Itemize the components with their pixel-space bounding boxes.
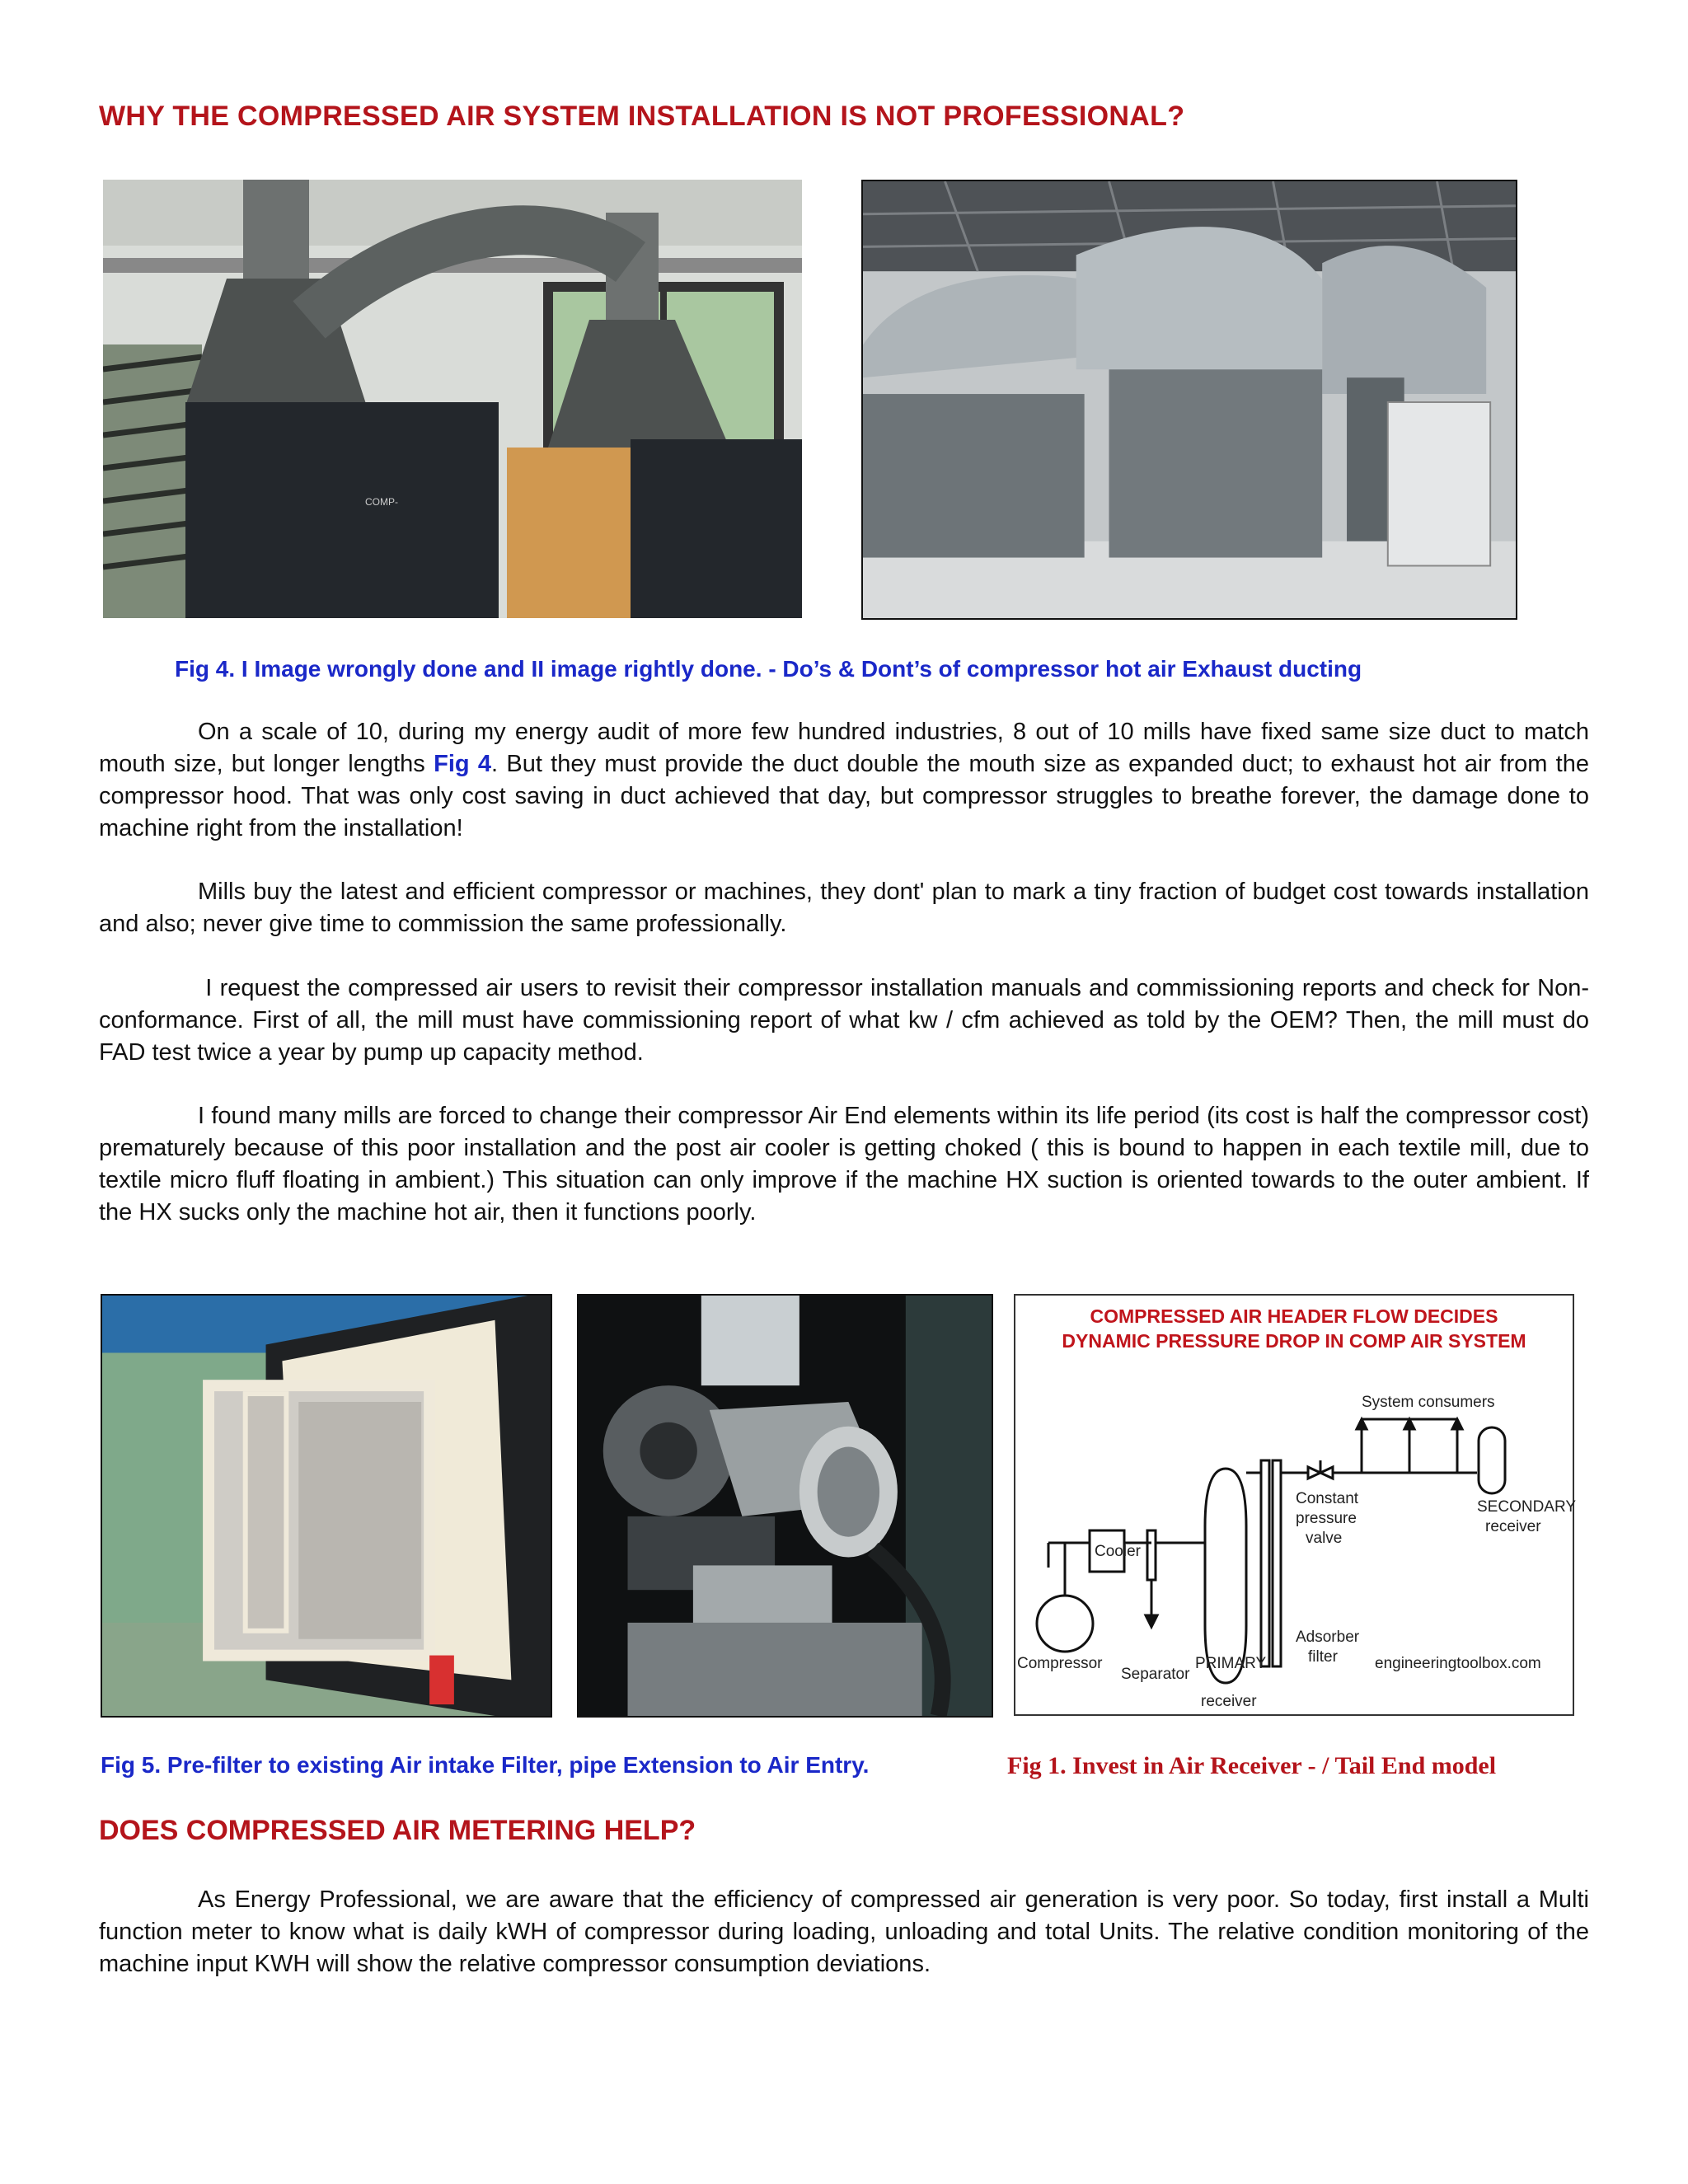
label-primary: PRIMARY — [1195, 1655, 1267, 1672]
paragraph-2-text: Mills buy the latest and efficient compressor or machines, they dont' plan to mark a tiny fraction of budget cost towards installation and also; never give time to commission the same professionally. — [99, 879, 1589, 937]
paragraph-2 — [99, 876, 1589, 940]
label-primary-receiver: receiver — [1201, 1693, 1257, 1710]
label-constant: Constant — [1296, 1490, 1359, 1507]
diagram-title-line-2: DYNAMIC PRESSURE DROP IN COMP AIR SYSTEM — [1062, 1330, 1526, 1352]
section-heading-installation: WHY THE COMPRESSED AIR SYSTEM INSTALLATION IS NOT PROFESSIONAL? — [99, 101, 1185, 132]
paragraph-5-text: As Energy Professional, we are aware that the efficiency of compressed air generation is very poor. So today, first install a Multi function meter to know what is daily kWH of compressor during loading, unloading and total Units. The relative condition monitoring of the machine input KWH will show the relative compressor consumption deviations. — [99, 1886, 1589, 1977]
adsorber-filter-right — [1273, 1460, 1281, 1666]
label-compressor: Compressor — [1017, 1655, 1103, 1672]
secondary-receiver-symbol — [1479, 1427, 1505, 1493]
paragraph-4 — [99, 1100, 1589, 1229]
comp-label: COMP- — [365, 496, 398, 508]
label-valve: valve — [1306, 1530, 1343, 1547]
label-pressure: pressure — [1296, 1510, 1357, 1527]
diagram-drawing — [1015, 1296, 1576, 1718]
compressor-symbol — [1037, 1596, 1093, 1652]
primary-receiver-symbol — [1205, 1469, 1246, 1683]
label-separator: Separator — [1121, 1666, 1190, 1683]
diagram-title-line-1: COMPRESSED AIR HEADER FLOW DECIDES — [1090, 1305, 1498, 1327]
fig4-caption: Fig 4. I Image wrongly done and II image rightly done. - Do’s & Dont’s of compressor hot air Exhaust ducting — [175, 656, 1362, 682]
photo-wrong-ducting — [103, 180, 802, 618]
label-system-consumers: System consumers — [1362, 1394, 1495, 1411]
photo-prefilter — [101, 1294, 552, 1718]
fig5-caption: Fig 5. Pre-filter to existing Air intake Filter, pipe Extension to Air Entry. — [101, 1752, 870, 1778]
label-source: engineeringtoolbox.com — [1375, 1655, 1541, 1672]
photo-pipe-extension — [577, 1294, 993, 1718]
fig1-caption: Fig 1. Invest in Air Receiver - / Tail End model — [1007, 1752, 1497, 1779]
paragraph-5 — [99, 1884, 1589, 1980]
paragraph-1 — [99, 716, 1589, 845]
label-secondary-receiver: receiver — [1485, 1518, 1541, 1535]
paragraph-3 — [99, 972, 1589, 1069]
paragraph-4-text: I found many mills are forced to change their compressor Air End elements within its life period (its cost is half the compressor cost) prematurely because of this poor installation and the post air cooler is getting choked ( this is bound to happen in each textile mill, due to textile micro fluff floating in ambient.) This situation can only improve if the machine HX suction is oriented towards to the outer ambient. If the HX sucks only the machine hot air, then it functions poorly. — [99, 1103, 1589, 1226]
section-heading-metering: DOES COMPRESSED AIR METERING HELP? — [99, 1815, 696, 1846]
label-secondary: SECONDARY — [1477, 1498, 1576, 1516]
photo-right-ducting — [861, 180, 1517, 620]
paragraph-1-text-b: . But they must provide the duct double the mouth size as expanded duct; to exhaust hot air from the compressor hood. That was only cost saving in duct achieved that day, but compressor struggles to breathe forever, the damage done to machine right from the installation! — [99, 751, 1590, 841]
adsorber-filter-left — [1261, 1460, 1269, 1666]
fig4-reference: Fig 4 — [434, 751, 492, 777]
label-adsorber: Adsorber — [1296, 1629, 1360, 1646]
separator-symbol — [1147, 1530, 1156, 1580]
paragraph-3-text: I request the compressed air users to revisit their compressor installation manuals and commissioning reports and check for Non-conformance. First of all, the mill must have commissioning report of what kw / cfm achieved as told by the OEM? Then, the mill must do FAD test twice a year by pump up capacity method. — [99, 975, 1589, 1066]
label-filter: filter — [1308, 1648, 1338, 1666]
air-receiver-diagram — [1014, 1294, 1574, 1716]
paragraph-1-text-a: On a scale of 10, during my energy audit of more few hundred industries, 8 out of 10 mills have fixed same size duct to match mouth size, but longer lengths — [99, 719, 1589, 777]
label-cooler: Cooler — [1095, 1543, 1141, 1560]
